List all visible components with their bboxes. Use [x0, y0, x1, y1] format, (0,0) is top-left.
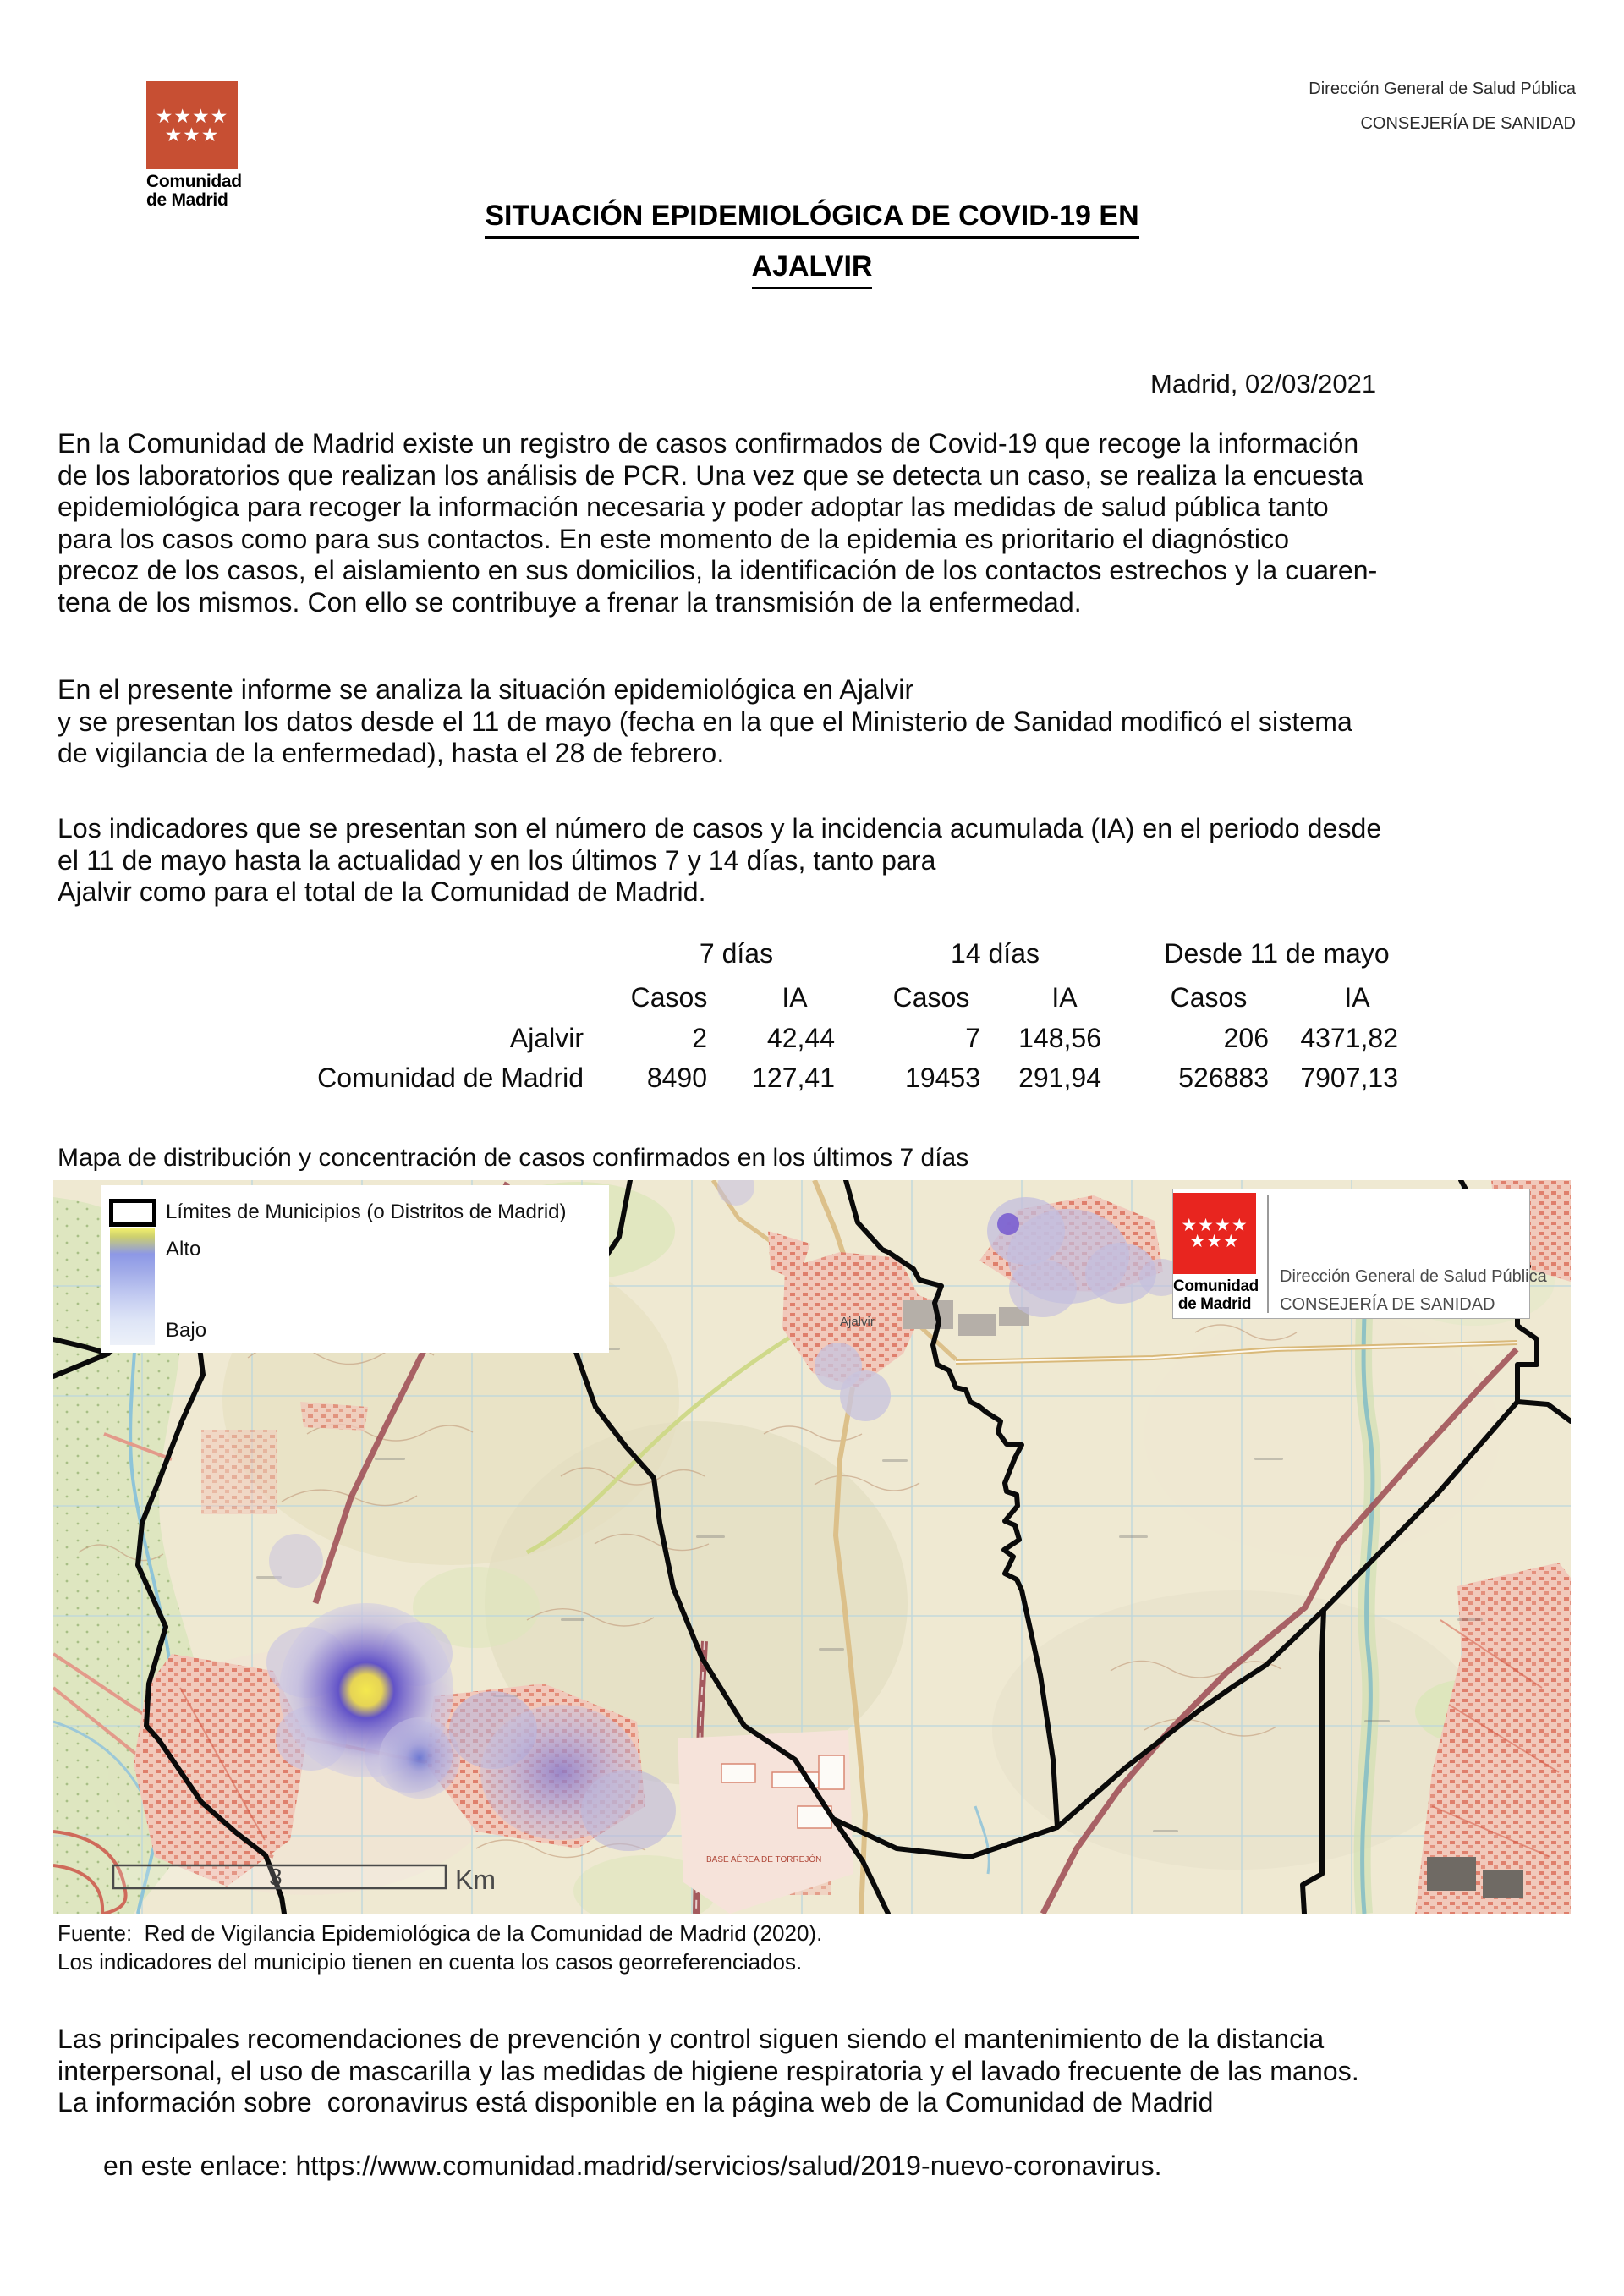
direccion-general-label: Dirección General de Salud Pública [1280, 1267, 1547, 1286]
table-group-header-row [53, 938, 1398, 969]
header-department [1309, 80, 1576, 134]
cell: 8490 [646, 1063, 707, 1093]
report-scope-paragraph: En el presente informe se analiza la situación epidemiológica en Ajalvir y se presentan los datos desde el 11 de mayo (fecha en la que el Ministerio de Sanidad modificó el sistema de vigilancia de la enfermedad), hasta el 28 de febrero. [58, 674, 1352, 769]
col-ia: IA [1344, 982, 1370, 1013]
cell: 7907,13 [1300, 1063, 1398, 1093]
legend-limits-label: Límites de Municipios (o Distritos de Madrid) [166, 1200, 567, 1223]
cell: 42,44 [766, 1023, 835, 1053]
comunidad-madrid-logo [146, 81, 242, 210]
map-logo-box [1172, 1189, 1547, 1319]
town-label: Ajalvir [840, 1315, 875, 1329]
recommendations-paragraph [58, 2024, 1359, 2215]
cell: 291,94 [1018, 1063, 1101, 1093]
col-casos: Casos [892, 982, 970, 1013]
title-line1: SITUACIÓN EPIDEMIOLÓGICA DE COVID-19 EN [485, 200, 1138, 239]
row-label: Comunidad de Madrid [317, 1063, 584, 1093]
legend-low-label: Bajo [166, 1319, 207, 1342]
col-group-7dias: 7 días [699, 938, 774, 969]
divider [1267, 1195, 1269, 1313]
col-ia: IA [1051, 982, 1078, 1013]
scale-value: 3 [269, 1864, 283, 1890]
table-subheader-row [53, 982, 1398, 1013]
col-casos: Casos [630, 982, 708, 1013]
cell: 148,56 [1018, 1023, 1101, 1053]
airbase-label: BASE AÉREA DE TORREJÓN [706, 1855, 822, 1865]
col-casos: Casos [1170, 982, 1248, 1013]
consejeria-label: CONSEJERÍA DE SANIDAD [1360, 114, 1576, 133]
legend-high-label: Alto [166, 1238, 201, 1261]
logo-caption: Comunidad de Madrid [1173, 1277, 1259, 1313]
cell: 206 [1223, 1023, 1269, 1053]
stars-row: ★★★★ [155, 105, 229, 127]
title-line2: AJALVIR [752, 250, 873, 289]
limits-swatch-icon [109, 1199, 156, 1227]
logo-caption-line1: Comunidad [146, 172, 242, 191]
page-title [0, 200, 1624, 301]
date-line: Madrid, 02/03/2021 [1150, 369, 1377, 398]
col-group-14dias: 14 días [951, 938, 1040, 969]
logo-caption-line2: de Madrid [146, 190, 228, 210]
coronavirus-link[interactable]: https://www.comunidad.madrid/servicios/salud/2019-nuevo-coronavirus. [295, 2150, 1162, 2182]
source-note: Fuente: Red de Vigilancia Epidemiológica de la Comunidad de Madrid (2020). Los indicadores del municipio tienen en cuenta los casos georreferenciados. [58, 1920, 823, 1975]
flag-stars-icon [1173, 1193, 1256, 1274]
map-section-title: Mapa de distribución y concentración de casos confirmados en los últimos 7 días [58, 1144, 969, 1172]
heat-blob-faint [269, 1534, 323, 1588]
stars-row: ★★★ [1189, 1231, 1240, 1251]
link-prefix: en este enlace: [102, 2150, 296, 2182]
scale-unit: Km [455, 1865, 496, 1895]
density-gradient-icon [110, 1228, 155, 1345]
consejeria-label: CONSEJERÍA DE SANIDAD [1280, 1295, 1495, 1314]
direccion-general-label: Dirección General de Salud Pública [1309, 80, 1576, 98]
stars-row: ★★★★ [1181, 1215, 1248, 1235]
table-row-ajalvir [53, 1023, 1398, 1054]
cell: 7 [965, 1023, 980, 1053]
col-group-desde11mayo: Desde 11 de mayo [1164, 938, 1390, 969]
recommendations-lines: Las principales recomendaciones de prevención y control siguen siendo el mantenimiento de la distancia interpersonal, el uso de mascarilla y las medidas de higiene respiratoria y el lavado frecuente de las manos. La información sobre coronavirus está disponible en la página web de la Comunidad de Madrid [58, 2024, 1359, 2118]
cell: 127,41 [752, 1063, 835, 1093]
table-row-comunidad [53, 1063, 1398, 1094]
flag-stars-icon [146, 81, 238, 169]
col-ia: IA [782, 982, 808, 1013]
indicators-paragraph: Los indicadores que se presentan son el número de casos y la incidencia acumulada (IA) en el periodo desde el 11 de mayo hasta la actualidad y en los últimos 7 y 14 días, tanto para Ajalvir como para el total de la Comunidad de Madrid. [58, 813, 1382, 908]
row-label: Ajalvir [509, 1023, 584, 1053]
cell: 19453 [905, 1063, 980, 1093]
cell: 526883 [1178, 1063, 1269, 1093]
cell: 4371,82 [1300, 1023, 1398, 1053]
map-legend [102, 1185, 609, 1353]
cases-map [53, 1180, 1571, 1914]
intro-paragraph: En la Comunidad de Madrid existe un registro de casos confirmados de Covid-19 que recoge la información de los laboratorios que realizan los análisis de PCR. Una vez que se detecta un caso, se realiza la encuesta epidemiológica para recoger la información necesaria y poder adoptar las medidas de salud pública tanto para los casos como para sus contactos. En este momento de la epidemia es prioritario el diagnóstico precoz de los casos, el aislamiento en sus domicilios, la identificación de los contactos estrechos y la cuaren- tena de los mismos. Con ello se contribuye a frenar la transmisión de la enfermedad. [58, 428, 1378, 618]
stars-row: ★★★ [164, 124, 220, 146]
heat-blob-small [379, 1717, 460, 1799]
cell: 2 [692, 1023, 707, 1053]
